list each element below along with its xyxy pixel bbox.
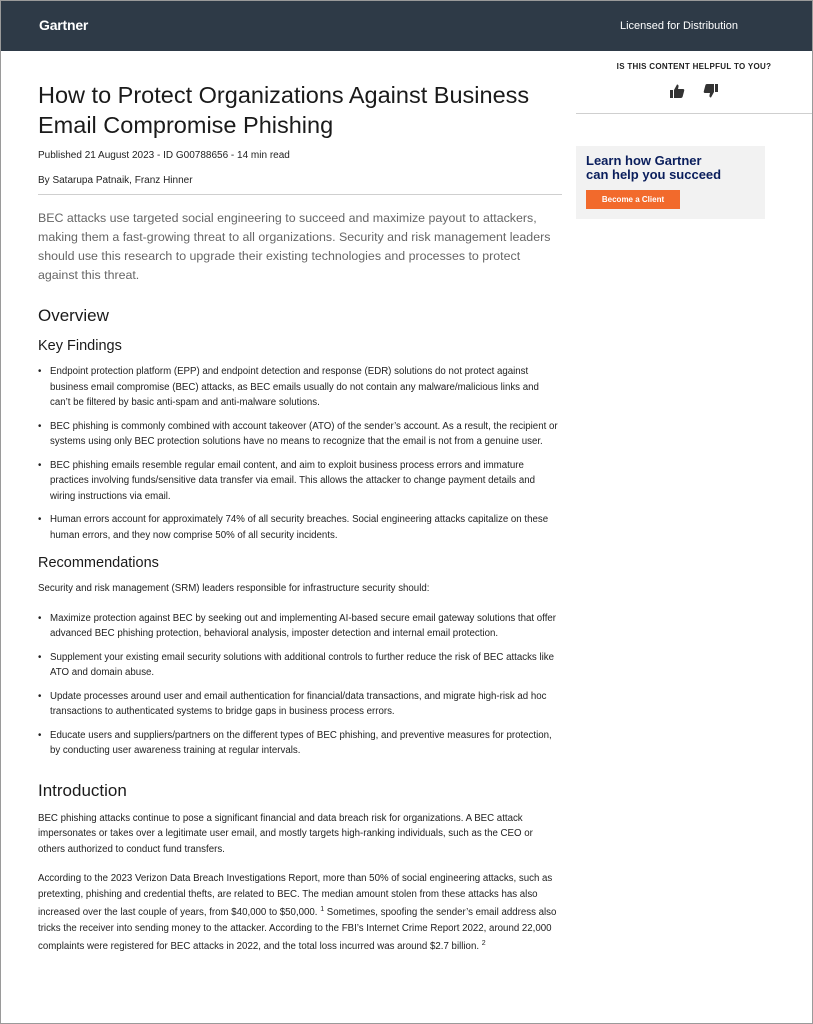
list-item: • Human errors account for approximately 74% of all security breaches. Social engineering attacks capitalize on these human errors, and they now comprise 50% of all security incidents. [38,514,549,541]
sidebar-divider [576,113,812,114]
list-item: • BEC phishing is commonly combined with account takeover (ATO) of the sender’s account. As a result, the recipient or systems using only BEC protection solutions have no means to recognize that the email is not from a genuine user. [38,420,558,447]
key-findings-list [38,364,562,543]
license-label: Licensed for Distribution [619,20,738,32]
list-item: • Educate users and suppliers/partners on the different types of BEC phishing, and preventive measures for protection, by conducting user awareness training at regular intervals. [38,729,552,756]
key-findings-heading: Key Findings [38,338,122,354]
recommendations-intro: Security and risk management (SRM) leaders responsible for infrastructure security should: [38,583,430,594]
helpful-question: IS THIS CONTENT HELPFUL TO YOU? [616,62,772,71]
summary: BEC attacks use targeted social engineering to succeed and maximize payout to attackers, making them a fast-growing threat to all organizations. Security and risk management leaders should use this research to upgrade their existing technologies and processes to protect against this threat. [38,211,551,282]
feedback-buttons [576,83,812,99]
promo-headline: Learn how Gartner can help you succeed [586,153,722,182]
list-item: • Supplement your existing email security solutions with additional controls to further reduce the risk of BEC attacks like ATO and domain abuse. [38,651,554,678]
overview-heading: Overview [38,306,109,325]
promo-box [576,146,765,219]
footnote-2[interactable]: 2 [481,940,486,948]
page-title: How to Protect Organizations Against Business Email Compromise Phishing [38,82,530,138]
thumbs-down-icon[interactable] [703,83,719,99]
divider [38,194,562,195]
list-item: • Endpoint protection platform (EPP) and endpoint detection and response (EDR) solutions do not protect against business email compromise (BEC) attacks, as BEC emails usually do not contain any malware/malicious links and can’t be filtered by basic anti-spam and anti-malware solutions. [38,366,539,408]
list-item: • Maximize protection against BEC by seeking out and implementing AI-based secure email gateway solutions that offer advanced BEC phishing protection, behavioral analysis, imposter detection and internal email protection. [38,612,556,639]
authors: By Satarupa Patnaik, Franz Hinner [38,175,193,186]
thumbs-up-icon[interactable] [669,83,685,99]
introduction-heading: Introduction [38,780,127,800]
list-item: • Update processes around user and email authentication for financial/data transactions, and migrate high-risk ad hoc transactions to authenticated systems to bridge gaps in business process errors. [38,690,547,717]
recommendations-heading: Recommendations [38,555,159,571]
list-item: • BEC phishing emails resemble regular email content, and aim to exploit business process errors and immature practices involving funds/sensitive data transfer via email. This allows the attacker to change payment details and wiring instructions via email. [38,459,535,502]
publication-meta: Published 21 August 2023 - ID G00788656 - 14 min read [38,150,290,161]
intro-paragraph-1: BEC phishing attacks continue to pose a significant financial and data breach risk for organizations. A BEC attack impersonates or takes over a legitimate user email, and mostly targets high-ranking individuals, such as the CEO or others authorized to conduct fund transfers. [38,812,533,855]
gartner-logo[interactable]: Gartner [39,17,89,33]
top-bar [1,1,812,51]
feedback-panel [576,62,812,114]
recommendations-list [38,611,562,759]
intro-paragraph-2: According to the 2023 Verizon Data Breach Investigations Report, more than 50% of social engineering attacks, such as pretexting, phishing and credential thefts, are related to BEC. The median amount stolen from these attacks has also increased over the last couple of years, from $40,000 to $50,000. $^1$ Sometimes, spoofing the sender’s email address also tricks the receiver into sending money to the attacker. According to the FBI’s Internet Crime Report 2022, around 22,000 complaints were registered for BEC attacks in 2022, and the total loss incurred was around $2.7 billion. $^2$ [38,873,557,953]
become-client-button[interactable]: Become a Client [586,190,680,209]
footnote-1[interactable]: 1 [320,906,325,913]
article [38,80,562,955]
